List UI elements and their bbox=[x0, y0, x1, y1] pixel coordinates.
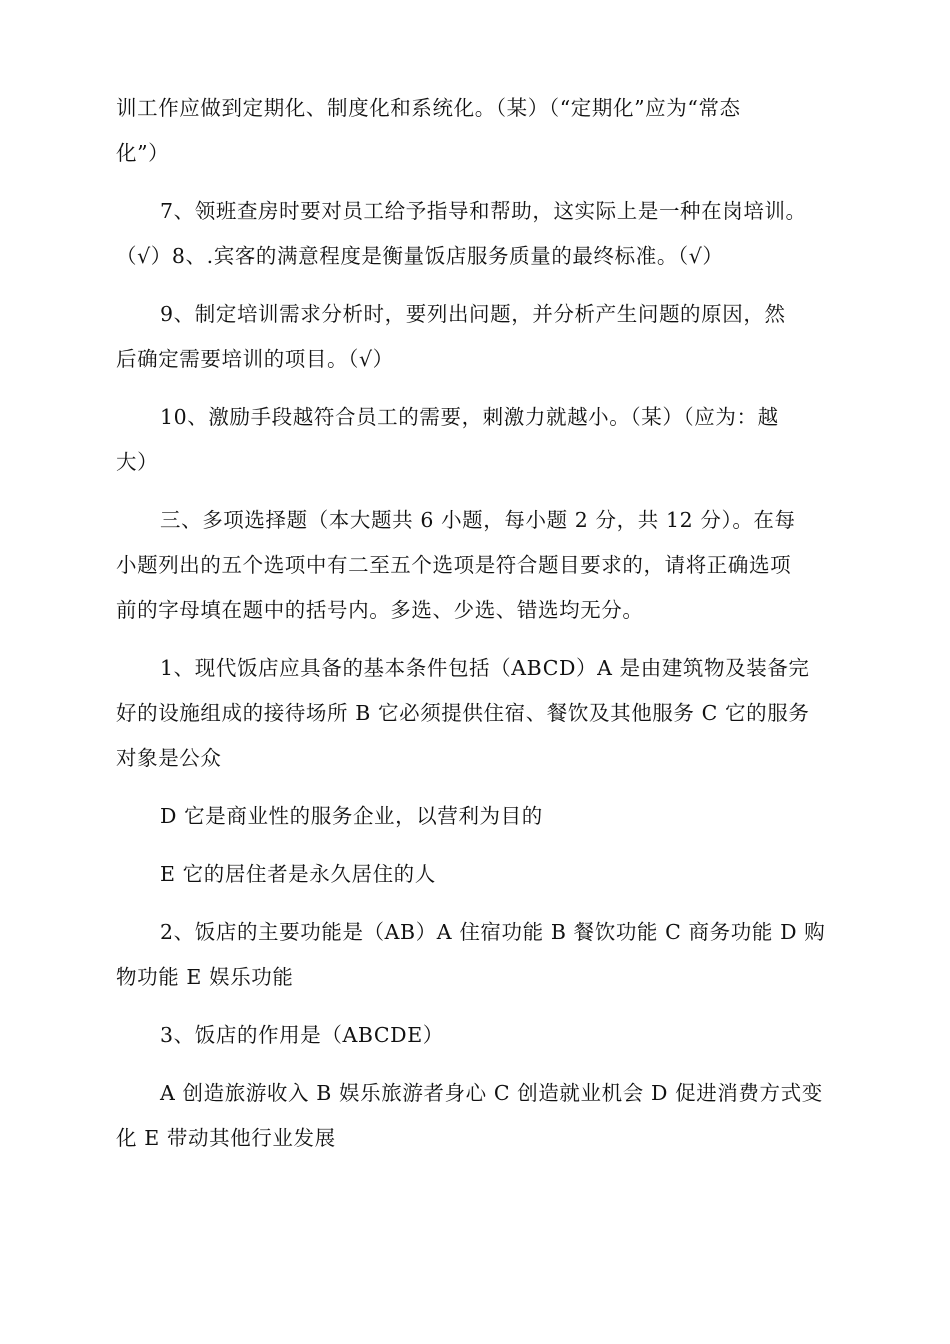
paragraph-gap bbox=[116, 1000, 836, 1013]
paragraph-gap bbox=[116, 781, 836, 794]
paragraph-11 bbox=[116, 1071, 836, 1161]
paragraph-5 bbox=[116, 498, 836, 633]
document-page bbox=[116, 86, 836, 1161]
paragraph-1 bbox=[116, 86, 836, 176]
paragraph-gap bbox=[116, 279, 836, 292]
paragraph-8 bbox=[116, 852, 836, 897]
paragraph-gap bbox=[116, 897, 836, 910]
paragraph-3 bbox=[116, 292, 836, 382]
paragraph-gap bbox=[116, 839, 836, 852]
text-line: 后确定需要培训的项目。（√） bbox=[116, 347, 394, 371]
text-line: A 创造旅游收入 B 娱乐旅游者身心 C 创造就业机会 D 促进消费方式变 bbox=[160, 1081, 823, 1105]
paragraph-10 bbox=[116, 1013, 836, 1058]
text-line: 三、多项选择题（本大题共 6 小题，每小题 2 分，共 12 分）。在每 bbox=[160, 508, 796, 532]
text-line: 7、领班查房时要对员工给予指导和帮助，这实际上是一种在岗培训。 bbox=[160, 199, 807, 223]
paragraph-2 bbox=[116, 189, 836, 279]
paragraph-6 bbox=[116, 646, 836, 781]
text-line: 物功能 E 娱乐功能 bbox=[116, 965, 294, 989]
text-line: 2、饭店的主要功能是（AB）A 住宿功能 B 餐饮功能 C 商务功能 D 购 bbox=[160, 920, 826, 944]
paragraph-7 bbox=[116, 794, 836, 839]
text-line: E 它的居住者是永久居住的人 bbox=[160, 862, 436, 886]
text-line: 化”） bbox=[116, 141, 170, 165]
text-line: 前的字母填在题中的括号内。多选、少选、错选均无分。 bbox=[116, 598, 644, 622]
text-line: D 它是商业性的服务企业，以营利为目的 bbox=[160, 804, 543, 828]
text-line: 10、激励手段越符合员工的需要，刺激力就越小。（某）（应为：越 bbox=[160, 405, 779, 429]
text-line: 化 E 带动其他行业发展 bbox=[116, 1126, 336, 1150]
text-line: 好的设施组成的接待场所 B 它必须提供住宿、餐饮及其他服务 C 它的服务 bbox=[116, 701, 810, 725]
text-line: 大） bbox=[116, 450, 159, 474]
text-line: 训工作应做到定期化、制度化和系统化。（某）（“定期化”应为“常态 bbox=[116, 96, 741, 120]
paragraph-gap bbox=[116, 633, 836, 646]
paragraph-gap bbox=[116, 485, 836, 498]
text-line: 9、制定培训需求分析时，要列出问题，并分析产生问题的原因，然 bbox=[160, 302, 786, 326]
text-line: 3、饭店的作用是（ABCDE） bbox=[160, 1023, 444, 1047]
paragraph-gap bbox=[116, 1058, 836, 1071]
text-line: （√）8、.宾客的满意程度是衡量饭店服务质量的最终标准。（√） bbox=[116, 244, 724, 268]
paragraph-4 bbox=[116, 395, 836, 485]
paragraph-gap bbox=[116, 176, 836, 189]
paragraph-gap bbox=[116, 382, 836, 395]
paragraph-9 bbox=[116, 910, 836, 1000]
text-line: 对象是公众 bbox=[116, 746, 222, 770]
text-line: 1、现代饭店应具备的基本条件包括（ABCD）A 是由建筑物及装备完 bbox=[160, 656, 810, 680]
text-line: 小题列出的五个选项中有二至五个选项是符合题目要求的，请将正确选项 bbox=[116, 553, 792, 577]
